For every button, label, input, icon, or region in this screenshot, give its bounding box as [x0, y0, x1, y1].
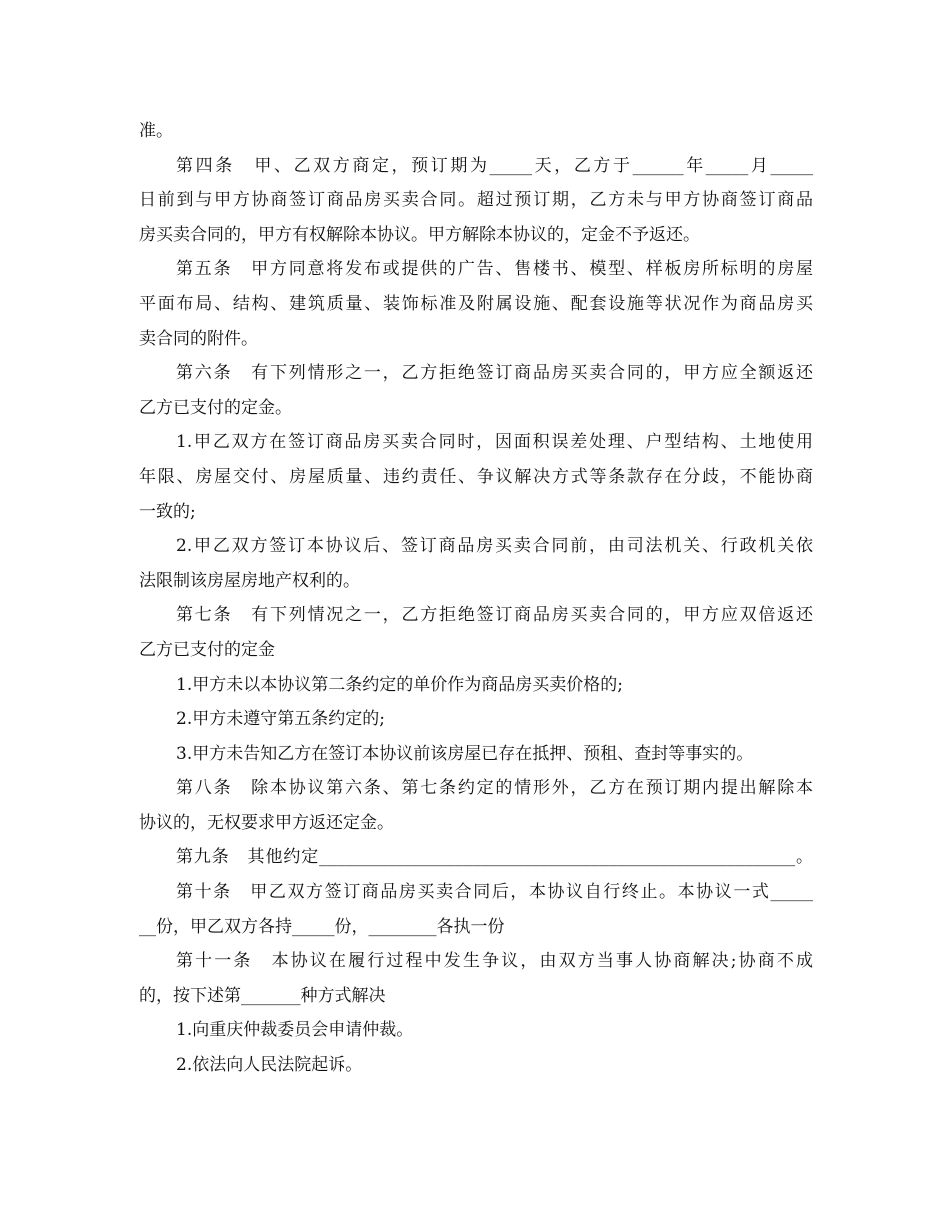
text-line: 的，按下述第_______种方式解决 [139, 985, 386, 1006]
clause-11-line: 第十一条 本协议在履行过程中发生争议，由双方当事人协商解决;协商不成 [176, 951, 813, 972]
text-line: 协议的，无权要求甲方返还定金。 [139, 812, 394, 833]
clause-4-line: 第四条 甲、乙双方商定，预订期为_____天，乙方于______年_____月_____ [176, 155, 813, 176]
list-item-line: 1.甲方未以本协议第二条约定的单价作为商品房买卖价格的; [176, 674, 623, 695]
list-item-line: 2.甲乙双方签订本协议后、签订商品房买卖合同前，由司法机关、行政机关依 [176, 536, 813, 557]
clause-7-line: 第七条 有下列情况之一，乙方拒绝签订商品房买卖合同的，甲方应双倍返还 [176, 605, 813, 626]
clause-6-line: 第六条 有下列情形之一，乙方拒绝签订商品房买卖合同的，甲方应全额返还 [176, 363, 813, 384]
text-line: 一致的; [139, 501, 196, 522]
text-line: 日前到与甲方协商签订商品房买卖合同。超过预订期，乙方未与甲方协商签订商品 [139, 190, 813, 211]
text-line: 乙方已支付的定金。 [139, 397, 292, 418]
document-body [139, 114, 813, 1083]
list-item-line: 2.依法向人民法院起诉。 [176, 1055, 363, 1076]
clause-5-line: 第五条 甲方同意将发布或提供的广告、售楼书、模型、样板房所标明的房屋 [176, 259, 813, 280]
text-line: 准。 [139, 121, 173, 141]
list-item-line: 2.甲方未遵守第五条约定的; [176, 709, 385, 730]
text-line: 乙方已支付的定金 [139, 639, 275, 660]
text-line: 房买卖合同的，甲方有权解除本协议。甲方解除本协议的，定金不予返还。 [139, 224, 700, 245]
list-item-line: 3.甲方未告知乙方在签订本协议前该房屋已存在抵押、预租、查封等事实的。 [176, 743, 754, 764]
text-line: __份，甲乙双方各持_____份，________各执一份 [139, 916, 505, 937]
clause-8-line: 第八条 除本协议第六条、第七条约定的情形外，乙方在预订期内提出解除本 [176, 778, 813, 799]
text-line: 年限、房屋交付、房屋质量、违约责任、争议解决方式等条款存在分歧，不能协商 [139, 466, 813, 487]
list-item-line: 1.向重庆仲裁委员会申请仲裁。 [176, 1020, 414, 1041]
text-line: 卖合同的附件。 [139, 328, 258, 349]
clause-10-line: 第十条 甲乙双方签订商品房买卖合同后，本协议自行终止。本协议一式_____ [176, 882, 813, 903]
clause-9-line: 第九条 其他约定________________________________________________________。 [176, 847, 813, 868]
text-line: 法限制该房屋房地产权利的。 [139, 570, 360, 591]
text-line: 平面布局、结构、建筑质量、装饰标准及附属设施、配套设施等状况作为商品房买 [139, 293, 813, 314]
list-item-line: 1.甲乙双方在签订商品房买卖合同时，因面积误差处理、户型结构、土地使用 [176, 432, 813, 453]
